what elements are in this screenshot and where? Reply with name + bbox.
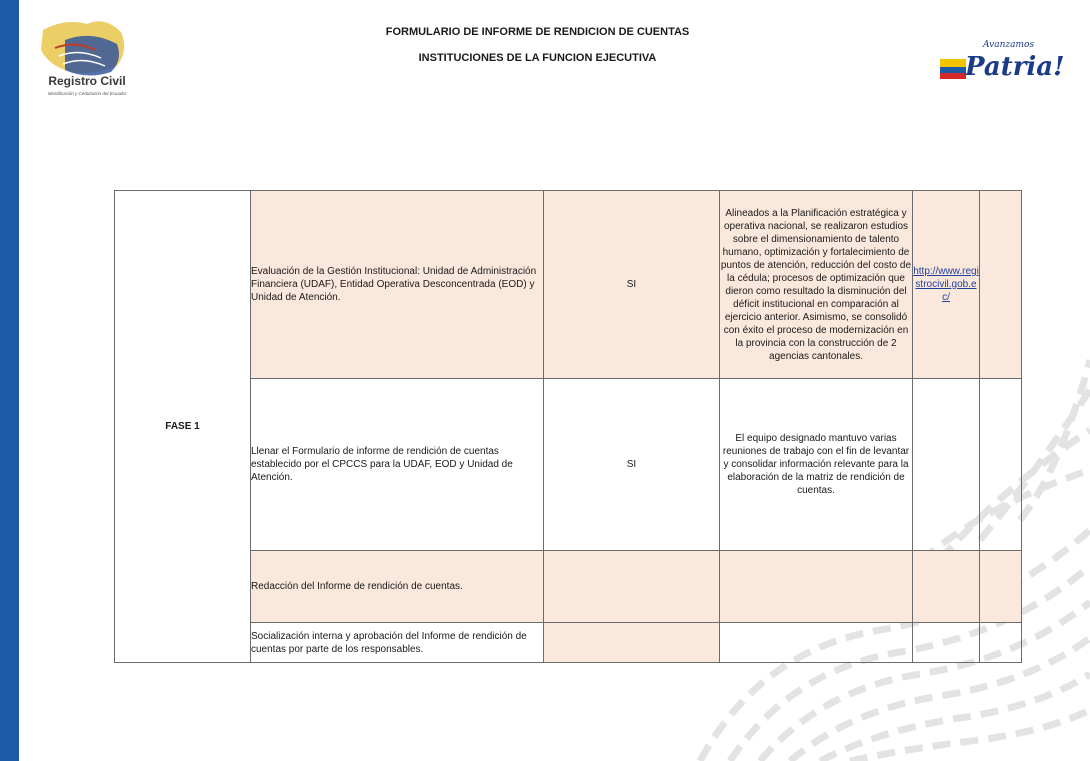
left-accent-bar xyxy=(0,0,19,761)
description-cell: El equipo designado mantuvo varias reuniones de trabajo con el fin de levantar y consolidar información relevante para la elaboración de la matriz de rendición de cuentas. xyxy=(720,379,913,551)
description-cell xyxy=(720,623,913,663)
logo-wordmark: Registro Civil xyxy=(48,74,126,88)
logo-tagline: Identificación y Cedulación del Ecuador xyxy=(47,91,127,96)
patria-logo-small-text: Avanzamos xyxy=(983,40,1035,50)
form-subtitle: INSTITUCIONES DE LA FUNCION EJECUTIVA xyxy=(418,52,657,64)
done-cell xyxy=(544,623,720,663)
form-title: FORMULARIO DE INFORME DE RENDICION DE CUENTAS xyxy=(385,26,690,38)
task-cell: Llenar el Formulario de informe de rendición de cuentas establecido por el CPCCS para la UDAF, EOD y Unidad de Atención. xyxy=(251,379,544,551)
phase-cell: FASE 1 xyxy=(115,191,251,663)
table-row xyxy=(115,551,1022,623)
task-cell: Evaluación de la Gestión Institucional: Unidad de Administración Financiera (UDAF), Entidad Operativa Desconcentrada (EOD) y Unidad de Atención. xyxy=(251,191,544,379)
table-row xyxy=(115,623,1022,663)
form-header xyxy=(300,22,775,74)
extra-cell xyxy=(980,191,1022,379)
extra-cell xyxy=(980,379,1022,551)
link-cell xyxy=(913,191,980,379)
link-cell xyxy=(913,623,980,663)
accountability-table xyxy=(114,190,1022,663)
extra-cell xyxy=(980,551,1022,623)
task-cell: Socialización interna y aprobación del Informe de rendición de cuentas por parte de los responsables. xyxy=(251,623,544,663)
table-row xyxy=(115,379,1022,551)
task-cell: Redacción del Informe de rendición de cuentas. xyxy=(251,551,544,623)
link-cell xyxy=(913,551,980,623)
description-cell xyxy=(720,551,913,623)
patria-logo-big-text: Patria! xyxy=(965,52,1065,82)
table-row xyxy=(115,191,1022,379)
link-cell xyxy=(913,379,980,551)
done-cell xyxy=(544,551,720,623)
patria-logo xyxy=(935,35,1065,90)
done-cell: SI xyxy=(544,379,720,551)
extra-cell xyxy=(980,623,1022,663)
registro-civil-logo xyxy=(25,10,150,125)
description-cell: Alineados a la Planificación estratégica y operativa nacional, se realizaron estudios sobre el dimensionamiento de talento humano, optimización y fortalecimiento de puntos de atención, reducción del costo de la cédula; procesos de optimización que dieron como resultado la disminución del déficit institucional en comparación al ejercicio anterior. Asimismo, se consolidó con éxito el proceso de modernización en la provincia con la construcción de 2 agencias cantonales. xyxy=(720,191,913,379)
done-cell: SI xyxy=(544,191,720,379)
registro-civil-link[interactable]: http://www.registrocivil.gob.ec/ xyxy=(913,266,979,303)
